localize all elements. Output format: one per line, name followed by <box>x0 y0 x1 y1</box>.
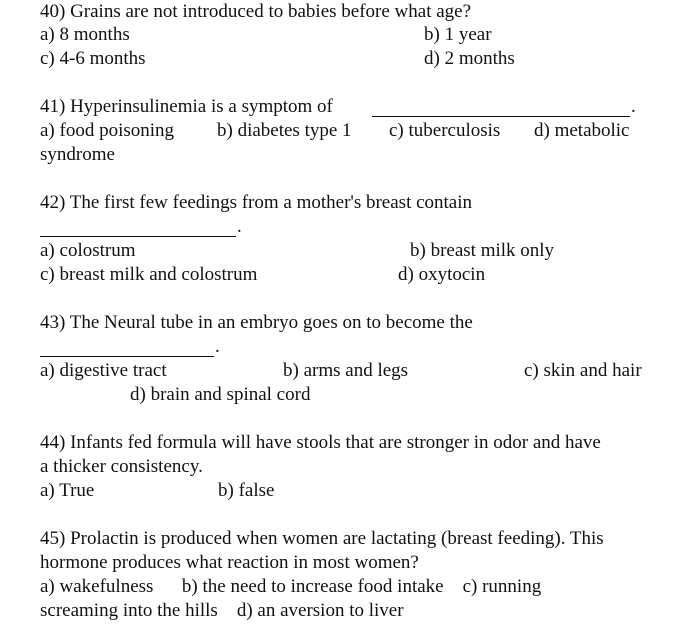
question-41-option-d: d) metabolic <box>534 120 630 141</box>
question-43-option-d: d) brain and spinal cord <box>130 384 311 405</box>
question-42-option-a: a) colostrum <box>40 240 136 261</box>
question-41-option-wrap: syndrome <box>40 144 115 165</box>
question-43-period: . <box>215 336 220 357</box>
question-40-option-d: d) 2 months <box>424 48 515 69</box>
question-43-stem: 43) The Neural tube in an embryo goes on to become the <box>40 312 473 333</box>
question-45-options-line-2: screaming into the hills d) an aversion to liver <box>40 600 404 621</box>
question-40-stem: 40) Grains are not introduced to babies before what age? <box>40 1 472 22</box>
question-42-period: . <box>237 216 242 237</box>
question-41-option-b: b) diabetes type 1 <box>217 120 352 141</box>
question-41-stem: 41) Hyperinsulinemia is a symptom of <box>40 96 333 117</box>
question-40-option-b: b) 1 year <box>424 24 492 45</box>
question-42-option-c: c) breast milk and colostrum <box>40 264 258 285</box>
question-40-option-c: c) 4-6 months <box>40 48 146 69</box>
question-42-option-d: d) oxytocin <box>398 264 486 285</box>
question-41-option-c: c) tuberculosis <box>389 120 501 141</box>
question-44-option-b: b) false <box>218 480 275 501</box>
question-41-option-a: a) food poisoning <box>40 120 175 141</box>
question-44-stem-line-1: 44) Infants fed formula will have stools that are stronger in odor and have <box>40 432 601 453</box>
question-41-period: . <box>631 96 636 117</box>
question-45-options-line-1: a) wakefulness b) the need to increase food intake c) running <box>40 576 542 597</box>
question-41-answer-blank <box>372 116 630 117</box>
question-45-stem-line-2: hormone produces what reaction in most women? <box>40 552 419 573</box>
question-43-option-a: a) digestive tract <box>40 360 167 381</box>
question-42-stem: 42) The first few feedings from a mother's breast contain <box>40 192 473 213</box>
question-43-option-b: b) arms and legs <box>283 360 409 381</box>
question-44-stem-line-2: a thicker consistency. <box>40 456 203 477</box>
question-43-option-c: c) skin and hair <box>524 360 642 381</box>
question-42-answer-blank <box>40 236 236 237</box>
question-43-answer-blank <box>40 356 214 357</box>
question-40-option-a: a) 8 months <box>40 24 130 45</box>
question-44-option-a: a) True <box>40 480 95 501</box>
question-45-stem-line-1: 45) Prolactin is produced when women are lactating (breast feeding). This <box>40 528 604 549</box>
question-42-option-b: b) breast milk only <box>410 240 555 261</box>
